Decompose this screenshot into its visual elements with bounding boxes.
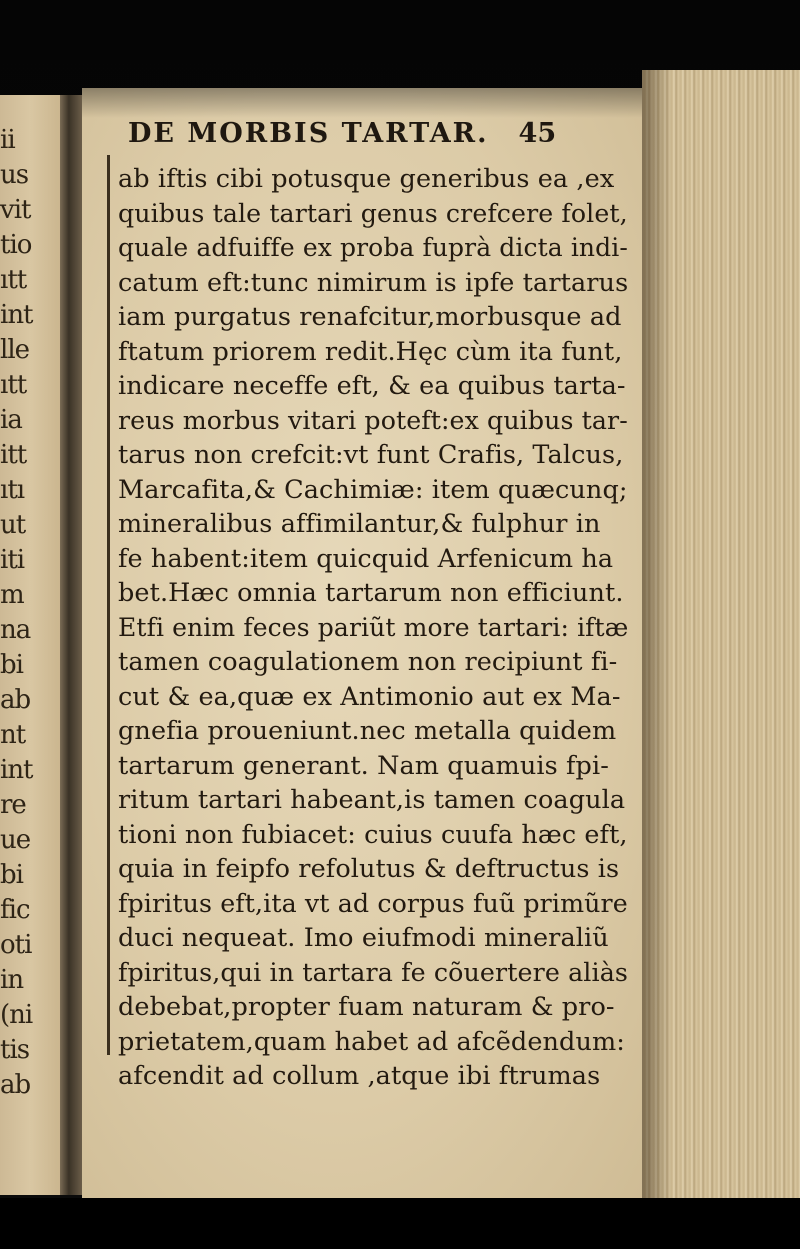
text-line: prietatem,quam habet ad afcẽdendum: bbox=[118, 1026, 625, 1057]
left-fragment: bi bbox=[0, 650, 23, 680]
left-fragment: (ni bbox=[0, 1000, 33, 1030]
left-fragment: na bbox=[0, 615, 31, 645]
text-line: quia in feipfo refolutus & deftructus is bbox=[118, 854, 620, 884]
left-fragment: vit bbox=[0, 195, 31, 225]
left-fragment: fic bbox=[0, 895, 30, 925]
text-line: fpiritus eft,ita vt ad corpus fuũ primũre bbox=[118, 888, 628, 919]
text-line: quibus tale tartari genus crefcere folet, bbox=[118, 198, 628, 229]
left-fragment: re bbox=[0, 790, 26, 820]
scan-bottom-border bbox=[0, 1198, 800, 1249]
text-line: reus morbus vitari poteft:ex quibus tar- bbox=[118, 405, 628, 436]
left-page-edge bbox=[0, 95, 60, 1195]
left-fragment: ue bbox=[0, 825, 31, 855]
left-fragment: nt bbox=[0, 720, 26, 750]
left-fragment: itt bbox=[0, 440, 27, 470]
left-fragment: ii bbox=[0, 125, 15, 155]
text-line: Etfi enim feces pariũt more tartari: iftæ bbox=[118, 612, 629, 643]
text-line: gnefia proueniunt.nec metalla quidem bbox=[118, 716, 617, 746]
left-fragment: tis bbox=[0, 1035, 30, 1065]
page-number: 45 bbox=[518, 118, 557, 149]
left-fragment: ut bbox=[0, 510, 26, 540]
text-line: ab iftis cibi potusque generibus ea ,ex bbox=[118, 164, 615, 194]
left-fragment: lle bbox=[0, 335, 30, 365]
text-line: quale adfuiffe ex proba fuprà dicta indi- bbox=[118, 233, 628, 263]
text-line: ftatum priorem redit.Hęc cùm ita funt, bbox=[118, 336, 623, 367]
text-line: tarus non crefcit:vt funt Crafis, Talcus, bbox=[118, 440, 624, 470]
text-line: mineralibus affimilantur,& fulphur in bbox=[118, 509, 601, 539]
left-fragment: bi bbox=[0, 860, 23, 890]
left-fragment: oti bbox=[0, 930, 32, 960]
text-line: fpiritus,qui in tartara fe cõuertere aliàs bbox=[118, 957, 629, 988]
left-fragment: ab bbox=[0, 685, 31, 715]
running-header bbox=[128, 118, 628, 158]
left-fragment: us bbox=[0, 160, 29, 190]
text-line: Marcafita,& Cachimiæ: item quæcunq; bbox=[118, 474, 628, 505]
left-fragment: tio bbox=[0, 230, 32, 260]
text-line: ritum tartari habeant,is tamen coagula bbox=[118, 785, 626, 815]
book-gutter bbox=[60, 95, 82, 1195]
left-fragment: ia bbox=[0, 405, 22, 435]
margin-line bbox=[107, 155, 110, 1055]
body-text bbox=[118, 162, 658, 1094]
text-line: catum eft:tunc nimirum is ipfe tartarus bbox=[118, 267, 629, 298]
left-fragment: ıtt bbox=[0, 265, 27, 295]
text-line: cut & ea,quæ ex Antimonio aut ex Ma- bbox=[118, 681, 621, 712]
text-line: tamen coagulationem non recipiunt fi- bbox=[118, 647, 618, 677]
text-line: afcendit ad collum ,atque ibi ftrumas bbox=[118, 1061, 601, 1091]
left-fragment: int bbox=[0, 755, 33, 785]
left-fragment: iti bbox=[0, 545, 25, 575]
left-fragment: int bbox=[0, 300, 33, 330]
text-line: indicare neceffe eft, & ea quibus tarta- bbox=[118, 371, 626, 401]
page-shadow bbox=[82, 88, 642, 118]
text-line: debebat,propter fuam naturam & pro- bbox=[118, 992, 615, 1022]
text-line: tioni non fubiacet: cuius cuufa hæc eft, bbox=[118, 819, 628, 850]
left-fragment: m bbox=[0, 580, 24, 610]
left-fragment: ab bbox=[0, 1070, 31, 1100]
text-line: iam purgatus renafcitur,morbusque ad bbox=[118, 302, 622, 332]
text-line: duci nequeat. Imo eiufmodi mineraliũ bbox=[118, 923, 609, 953]
text-line: tartarum generant. Nam quamuis fpi- bbox=[118, 750, 609, 781]
left-fragment: in bbox=[0, 965, 24, 995]
text-line: bet.Hæc omnia tartarum non efficiunt. bbox=[118, 578, 624, 608]
running-title: DE MORBIS TARTAR. bbox=[128, 118, 489, 149]
left-fragment: ıtı bbox=[0, 475, 25, 505]
left-fragment: ıtt bbox=[0, 370, 27, 400]
text-line: fe habent:item quicquid Arfenicum ha bbox=[118, 543, 614, 574]
